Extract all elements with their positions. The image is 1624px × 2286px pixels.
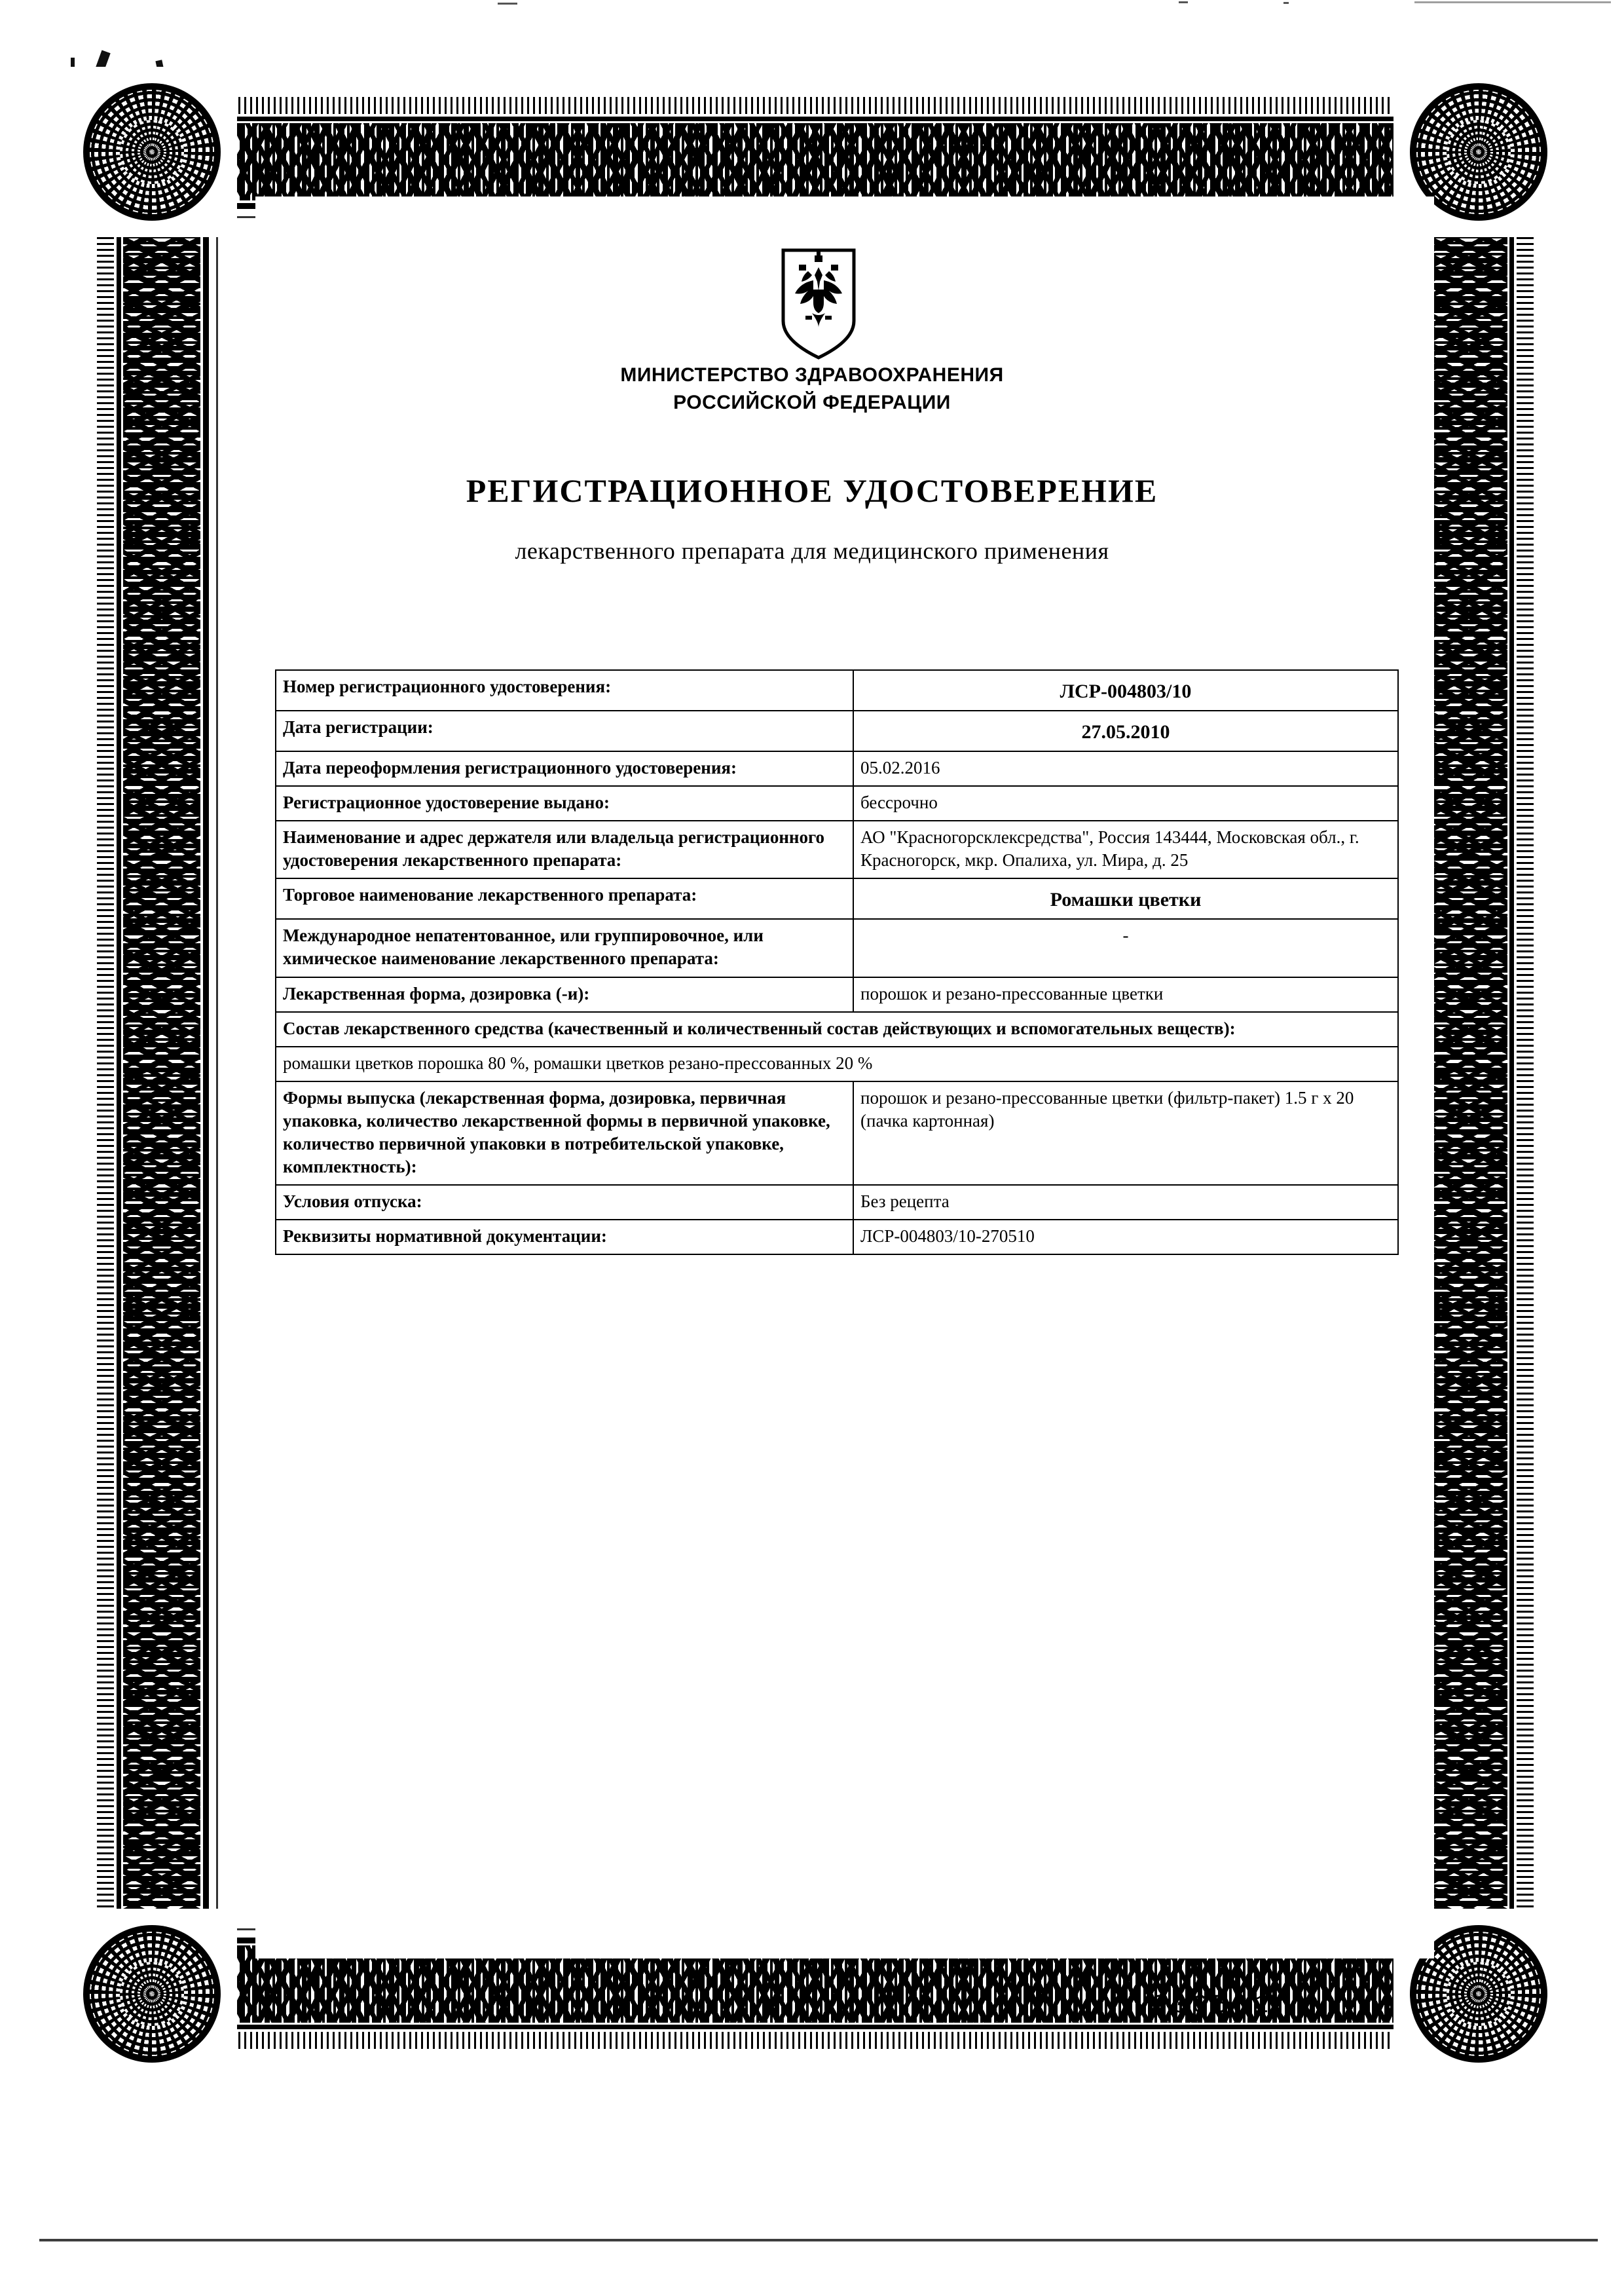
table-row: [276, 670, 1398, 711]
table-row: [276, 1220, 1398, 1254]
coat-of-arms-icon: [779, 248, 858, 360]
scan-artifact-top-line: [1283, 2, 1289, 4]
border-comb-left: [97, 97, 114, 2049]
row-label: Формы выпуска (лекарственная форма, дозировка, первичная упаковка, количество лекарственной формы в первичной упаковке, количество первичной упаковки в потребительской упаковке, комплектность):: [276, 1081, 853, 1185]
table-row: [276, 786, 1398, 821]
border-rule-left-inner: [203, 203, 209, 1943]
border-comb-bottom: [97, 2032, 1534, 2049]
scan-artifact-top-line: [1179, 1, 1188, 3]
border-comb-top: [97, 97, 1534, 114]
scan-artifact-top-line: [498, 3, 517, 5]
row-value: 27.05.2010: [853, 711, 1398, 751]
row-value: Ромашки цветки: [853, 878, 1398, 919]
row-label: Лекарственная форма, дозировка (-и):: [276, 977, 853, 1012]
row-label: Регистрационное удостоверение выдано:: [276, 786, 853, 821]
document-subtitle: лекарственного препарата для медицинского применения: [515, 538, 1109, 564]
table-row: [276, 878, 1398, 919]
table-row: [276, 919, 1398, 977]
row-value: порошок и резано-прессованные цветки: [853, 977, 1398, 1012]
row-label: Международное непатентованное, или группировочное, или химическое наименование лекарственного препарата:: [276, 919, 853, 977]
corner-rosette-bottom-left: [67, 1909, 237, 2079]
empty-dash: -: [1122, 926, 1129, 946]
row-value: 05.02.2016: [853, 751, 1398, 786]
ministry-line-1: МИНИСТЕРСТВО ЗДРАВООХРАНЕНИЯ: [620, 364, 1004, 386]
table-row: [276, 751, 1398, 786]
row-value: ЛСР-004803/10-270510: [853, 1220, 1398, 1254]
row-label: Дата регистрации:: [276, 711, 853, 751]
table-row: [276, 1081, 1398, 1185]
table-row: [276, 821, 1398, 878]
border-rule-bottom-outer: [114, 2025, 1517, 2029]
row-label: Условия отпуска:: [276, 1185, 853, 1220]
row-label: Торговое наименование лекарственного препарата:: [276, 878, 853, 919]
table-row: [276, 977, 1398, 1012]
row-value: порошок и резано-прессованные цветки (фильтр-пакет) 1.5 г х 20 (пачка картонная): [853, 1081, 1398, 1185]
serial-number: 006581: [1151, 1991, 1274, 2021]
row-label: Состав лекарственного средства (качественный и количественный состав действующих и вспомогательных веществ):: [276, 1012, 1398, 1047]
row-value: ромашки цветков порошка 80 %, ромашки цветков резано-прессованных 20 %: [276, 1047, 1398, 1081]
row-value: ЛСР-004803/10: [853, 670, 1398, 711]
border-guilloche-top: [123, 123, 1507, 200]
corner-rosette-top-left: [67, 67, 237, 237]
table-row-fullwidth-value: [276, 1047, 1398, 1081]
row-value: [853, 919, 1398, 977]
scan-artifact-top-line: [1414, 1, 1611, 3]
row-label: Номер регистрационного удостоверения:: [276, 670, 853, 711]
row-label: Наименование и адрес держателя или владельца регистрационного удостоверения лекарственного препарата:: [276, 821, 853, 878]
document-title: РЕГИСТРАЦИОННОЕ УДОСТОВЕРЕНИЕ: [466, 472, 1158, 509]
scan-artifact-bottom-rule: [39, 2239, 1598, 2241]
table-row: [276, 711, 1398, 751]
table-row: [276, 1185, 1398, 1220]
registration-details-table: [275, 669, 1399, 1255]
ministry-line-2: РОССИЙСКОЙ ФЕДЕРАЦИИ: [673, 392, 951, 413]
border-rule-top-outer: [114, 117, 1517, 121]
table-row-fullwidth-label: [276, 1012, 1398, 1047]
row-label: Реквизиты нормативной документации:: [276, 1220, 853, 1254]
row-value: АО "Красногорсклексредства", Россия 143444, Московская обл., г. Красногорск, мкр. Опалиха, ул. Мира, д. 25: [853, 821, 1398, 878]
row-label: Дата переоформления регистрационного удостоверения:: [276, 751, 853, 786]
row-value: Без рецепта: [853, 1185, 1398, 1220]
row-value: бессрочно: [853, 786, 1398, 821]
border-comb-right: [1517, 97, 1534, 2049]
